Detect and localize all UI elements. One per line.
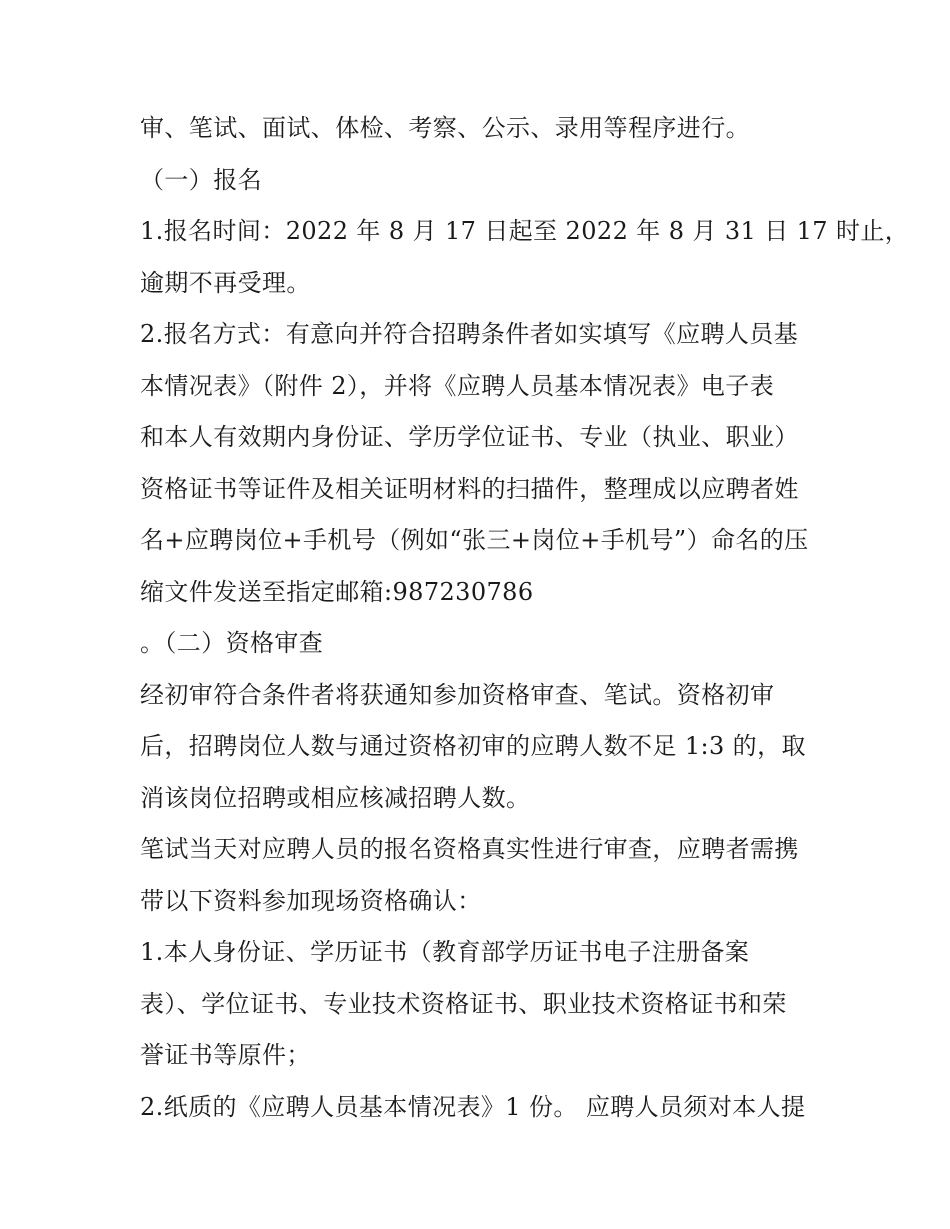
text-line: 资格证书等证件及相关证明材料的扫描件，整理成以应聘者姓 [140,474,799,503]
text-line: 2.纸质的《应聘人员基本情况表》1 份。 应聘人员须对本人提 [140,1092,806,1121]
text-line: 2.报名方式：有意向并符合招聘条件者如实填写《应聘人员基 [140,320,799,348]
text-line: 缩文件发送至指定邮箱:987230786 [140,577,534,606]
text-line: 表）、学位证书、专业技术资格证书、职业技术资格证书和荣 [140,989,787,1018]
text-line: 本情况表》（附件 2），并将《应聘人员基本情况表》电子表 [140,371,775,400]
text-line: 消该岗位招聘或相应核减招聘人数。 [140,783,531,812]
text-line: 笔试当天对应聘人员的报名资格真实性进行审查，应聘者需携 [140,835,799,863]
document-body [140,103,910,1133]
text-line: 1.报名时间：2022 年 8 月 17 日起至 2022 年 8 月 31 日 17 时止， [140,217,910,245]
text-line: 审、笔试、面试、体检、考察、公示、录用等程序进行。 [140,114,750,142]
section-heading-registration: （一）报名 [140,165,262,194]
text-line: 后，招聘岗位人数与通过资格初审的应聘人数不足 1:3 的，取 [140,732,806,760]
text-line: 1.本人身份证、学历证书（教育部学历证书电子注册备案 [140,938,750,966]
text-line: 带以下资料参加现场资格确认： [140,886,482,915]
section-heading-qualification: 。（二）资格审查 [140,629,324,657]
text-line: 名+应聘岗位+手机号（例如“张三+岗位+手机号”）命名的压 [140,526,809,554]
text-line: 誉证书等原件； [140,1041,311,1069]
text-line: 和本人有效期内身份证、学历学位证书、专业（执业、职业） [140,423,799,451]
text-line: 逾期不再受理。 [140,268,311,297]
text-line: 经初审符合条件者将获通知参加资格审查、笔试。资格初审 [140,680,775,709]
